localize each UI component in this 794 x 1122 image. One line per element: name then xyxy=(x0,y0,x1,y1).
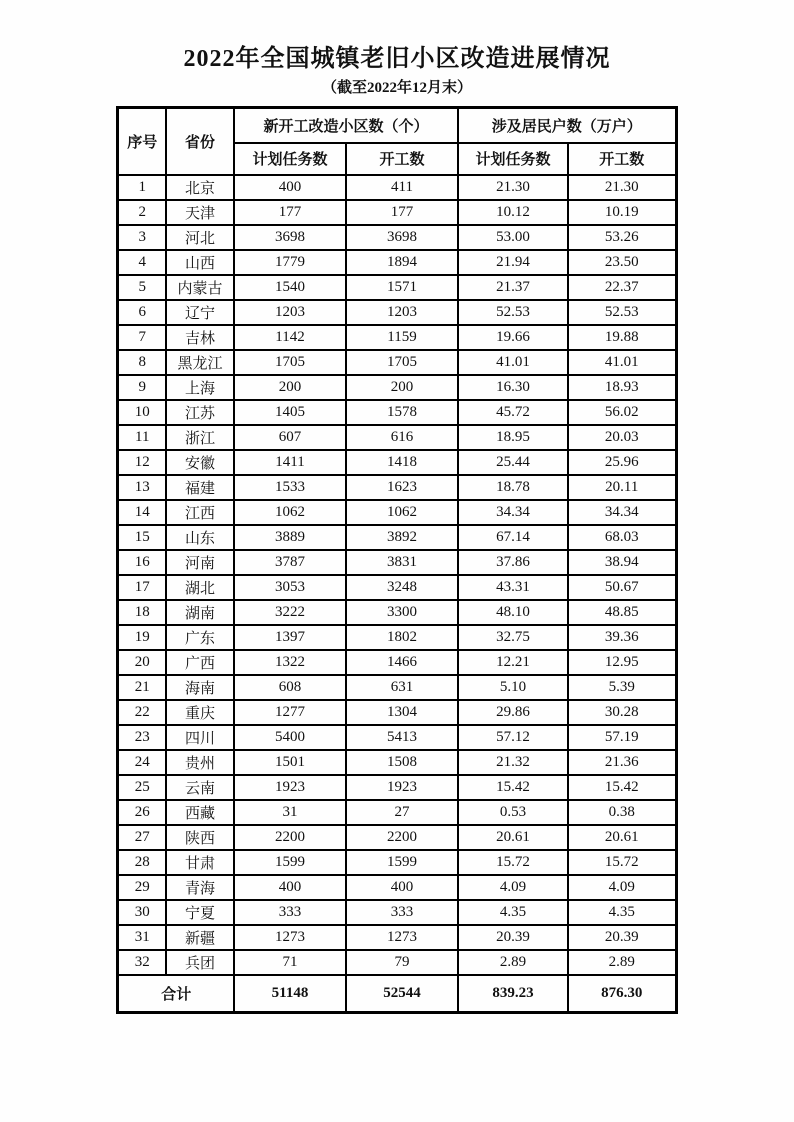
cell-start-households: 4.09 xyxy=(568,875,676,900)
cell-plan-units: 1273 xyxy=(234,925,346,950)
cell-start-units: 1203 xyxy=(346,300,458,325)
cell-plan-households: 20.39 xyxy=(458,925,568,950)
cell-plan-units: 1540 xyxy=(234,275,346,300)
cell-seq: 20 xyxy=(118,650,166,675)
table-row xyxy=(118,325,676,350)
cell-plan-units: 3698 xyxy=(234,225,346,250)
cell-start-units: 616 xyxy=(346,425,458,450)
cell-province: 福建 xyxy=(166,475,234,500)
cell-province: 江苏 xyxy=(166,400,234,425)
total-row xyxy=(118,975,676,1013)
table-row xyxy=(118,750,676,775)
cell-seq: 6 xyxy=(118,300,166,325)
cell-plan-households: 43.31 xyxy=(458,575,568,600)
cell-start-households: 0.38 xyxy=(568,800,676,825)
cell-start-households: 41.01 xyxy=(568,350,676,375)
cell-plan-units: 400 xyxy=(234,875,346,900)
cell-plan-units: 1405 xyxy=(234,400,346,425)
cell-seq: 28 xyxy=(118,850,166,875)
cell-province: 甘肃 xyxy=(166,850,234,875)
cell-province: 江西 xyxy=(166,500,234,525)
cell-start-units: 177 xyxy=(346,200,458,225)
cell-province: 西藏 xyxy=(166,800,234,825)
header-group-households: 涉及居民户数（万户） xyxy=(458,108,676,143)
cell-plan-units: 3053 xyxy=(234,575,346,600)
cell-seq: 12 xyxy=(118,450,166,475)
cell-plan-households: 37.86 xyxy=(458,550,568,575)
cell-province: 山东 xyxy=(166,525,234,550)
cell-plan-units: 5400 xyxy=(234,725,346,750)
table-row xyxy=(118,375,676,400)
cell-start-units: 3248 xyxy=(346,575,458,600)
cell-plan-units: 1411 xyxy=(234,450,346,475)
table-row xyxy=(118,475,676,500)
cell-start-units: 1159 xyxy=(346,325,458,350)
cell-plan-units: 200 xyxy=(234,375,346,400)
cell-seq: 24 xyxy=(118,750,166,775)
header-units-planned: 计划任务数 xyxy=(234,143,346,175)
cell-province: 贵州 xyxy=(166,750,234,775)
cell-plan-units: 1062 xyxy=(234,500,346,525)
cell-plan-households: 34.34 xyxy=(458,500,568,525)
cell-start-households: 21.30 xyxy=(568,175,676,200)
cell-province: 河北 xyxy=(166,225,234,250)
cell-plan-households: 21.37 xyxy=(458,275,568,300)
cell-province: 陕西 xyxy=(166,825,234,850)
cell-plan-households: 12.21 xyxy=(458,650,568,675)
cell-plan-units: 3787 xyxy=(234,550,346,575)
cell-start-units: 1578 xyxy=(346,400,458,425)
cell-seq: 1 xyxy=(118,175,166,200)
cell-plan-households: 53.00 xyxy=(458,225,568,250)
cell-plan-households: 18.95 xyxy=(458,425,568,450)
cell-start-households: 22.37 xyxy=(568,275,676,300)
cell-seq: 16 xyxy=(118,550,166,575)
table-row xyxy=(118,450,676,475)
cell-plan-households: 18.78 xyxy=(458,475,568,500)
cell-start-households: 4.35 xyxy=(568,900,676,925)
cell-start-households: 39.36 xyxy=(568,625,676,650)
cell-seq: 31 xyxy=(118,925,166,950)
cell-start-households: 18.93 xyxy=(568,375,676,400)
cell-start-units: 3698 xyxy=(346,225,458,250)
cell-plan-households: 32.75 xyxy=(458,625,568,650)
cell-plan-units: 608 xyxy=(234,675,346,700)
table-row xyxy=(118,350,676,375)
cell-start-units: 1923 xyxy=(346,775,458,800)
header-province: 省份 xyxy=(166,108,234,175)
cell-start-households: 34.34 xyxy=(568,500,676,525)
table-row xyxy=(118,850,676,875)
table-row xyxy=(118,625,676,650)
cell-seq: 18 xyxy=(118,600,166,625)
cell-plan-households: 4.09 xyxy=(458,875,568,900)
cell-province: 北京 xyxy=(166,175,234,200)
table-header xyxy=(118,108,676,175)
cell-start-households: 30.28 xyxy=(568,700,676,725)
cell-plan-households: 5.10 xyxy=(458,675,568,700)
cell-plan-households: 4.35 xyxy=(458,900,568,925)
cell-plan-units: 333 xyxy=(234,900,346,925)
header-units-started: 开工数 xyxy=(346,143,458,175)
cell-plan-units: 31 xyxy=(234,800,346,825)
cell-seq: 14 xyxy=(118,500,166,525)
cell-plan-units: 1923 xyxy=(234,775,346,800)
cell-start-households: 2.89 xyxy=(568,950,676,975)
cell-province: 四川 xyxy=(166,725,234,750)
cell-start-households: 25.96 xyxy=(568,450,676,475)
table-row xyxy=(118,900,676,925)
table-row xyxy=(118,650,676,675)
table-row xyxy=(118,300,676,325)
cell-start-units: 631 xyxy=(346,675,458,700)
cell-start-households: 20.61 xyxy=(568,825,676,850)
cell-seq: 22 xyxy=(118,700,166,725)
cell-province: 山西 xyxy=(166,250,234,275)
table-row xyxy=(118,250,676,275)
cell-plan-households: 10.12 xyxy=(458,200,568,225)
cell-seq: 2 xyxy=(118,200,166,225)
header-households-started: 开工数 xyxy=(568,143,676,175)
table-row xyxy=(118,600,676,625)
cell-province: 上海 xyxy=(166,375,234,400)
table-row xyxy=(118,800,676,825)
cell-start-households: 23.50 xyxy=(568,250,676,275)
cell-start-units: 2200 xyxy=(346,825,458,850)
cell-start-households: 5.39 xyxy=(568,675,676,700)
cell-start-households: 50.67 xyxy=(568,575,676,600)
cell-province: 新疆 xyxy=(166,925,234,950)
cell-start-households: 15.72 xyxy=(568,850,676,875)
cell-start-units: 1273 xyxy=(346,925,458,950)
cell-plan-households: 21.30 xyxy=(458,175,568,200)
total-start-households: 876.30 xyxy=(568,975,676,1013)
cell-plan-units: 3222 xyxy=(234,600,346,625)
header-households-planned: 计划任务数 xyxy=(458,143,568,175)
cell-seq: 26 xyxy=(118,800,166,825)
table-row xyxy=(118,400,676,425)
header-group-row xyxy=(118,108,676,143)
cell-start-households: 53.26 xyxy=(568,225,676,250)
cell-start-households: 57.19 xyxy=(568,725,676,750)
table-row xyxy=(118,950,676,975)
total-start-units: 52544 xyxy=(346,975,458,1013)
cell-seq: 29 xyxy=(118,875,166,900)
table-row xyxy=(118,225,676,250)
cell-seq: 19 xyxy=(118,625,166,650)
table-body xyxy=(118,175,676,975)
cell-plan-households: 57.12 xyxy=(458,725,568,750)
cell-province: 浙江 xyxy=(166,425,234,450)
table-row xyxy=(118,550,676,575)
cell-seq: 10 xyxy=(118,400,166,425)
table-row xyxy=(118,825,676,850)
table-row xyxy=(118,875,676,900)
cell-start-units: 3831 xyxy=(346,550,458,575)
table-row xyxy=(118,675,676,700)
cell-province: 云南 xyxy=(166,775,234,800)
table-row xyxy=(118,425,676,450)
cell-plan-units: 1533 xyxy=(234,475,346,500)
cell-plan-units: 1203 xyxy=(234,300,346,325)
cell-seq: 15 xyxy=(118,525,166,550)
cell-start-units: 3300 xyxy=(346,600,458,625)
cell-plan-units: 71 xyxy=(234,950,346,975)
cell-start-units: 1623 xyxy=(346,475,458,500)
cell-start-units: 1705 xyxy=(346,350,458,375)
cell-province: 青海 xyxy=(166,875,234,900)
cell-start-households: 48.85 xyxy=(568,600,676,625)
cell-start-households: 10.19 xyxy=(568,200,676,225)
cell-plan-households: 2.89 xyxy=(458,950,568,975)
cell-plan-households: 52.53 xyxy=(458,300,568,325)
total-plan-households: 839.23 xyxy=(458,975,568,1013)
table-row xyxy=(118,575,676,600)
cell-seq: 7 xyxy=(118,325,166,350)
cell-start-households: 20.11 xyxy=(568,475,676,500)
cell-plan-households: 29.86 xyxy=(458,700,568,725)
cell-province: 吉林 xyxy=(166,325,234,350)
cell-plan-households: 21.94 xyxy=(458,250,568,275)
cell-start-households: 56.02 xyxy=(568,400,676,425)
cell-province: 重庆 xyxy=(166,700,234,725)
cell-start-units: 1466 xyxy=(346,650,458,675)
cell-plan-units: 1501 xyxy=(234,750,346,775)
cell-province: 兵团 xyxy=(166,950,234,975)
total-label: 合计 xyxy=(118,975,234,1013)
cell-start-units: 1508 xyxy=(346,750,458,775)
cell-plan-units: 1779 xyxy=(234,250,346,275)
cell-seq: 8 xyxy=(118,350,166,375)
cell-plan-households: 15.72 xyxy=(458,850,568,875)
cell-plan-units: 1142 xyxy=(234,325,346,350)
cell-plan-units: 1397 xyxy=(234,625,346,650)
cell-province: 湖南 xyxy=(166,600,234,625)
table-row xyxy=(118,925,676,950)
table-row xyxy=(118,525,676,550)
cell-seq: 23 xyxy=(118,725,166,750)
cell-start-households: 38.94 xyxy=(568,550,676,575)
cell-seq: 13 xyxy=(118,475,166,500)
cell-plan-units: 2200 xyxy=(234,825,346,850)
cell-province: 黑龙江 xyxy=(166,350,234,375)
cell-seq: 30 xyxy=(118,900,166,925)
cell-province: 广西 xyxy=(166,650,234,675)
cell-start-units: 3892 xyxy=(346,525,458,550)
cell-province: 海南 xyxy=(166,675,234,700)
cell-seq: 4 xyxy=(118,250,166,275)
cell-start-units: 1802 xyxy=(346,625,458,650)
cell-seq: 27 xyxy=(118,825,166,850)
cell-plan-units: 607 xyxy=(234,425,346,450)
cell-start-units: 1418 xyxy=(346,450,458,475)
table-footer xyxy=(118,975,676,1013)
cell-start-households: 20.39 xyxy=(568,925,676,950)
cell-plan-units: 400 xyxy=(234,175,346,200)
cell-plan-units: 3889 xyxy=(234,525,346,550)
cell-start-units: 5413 xyxy=(346,725,458,750)
table-row xyxy=(118,500,676,525)
cell-start-units: 79 xyxy=(346,950,458,975)
cell-seq: 21 xyxy=(118,675,166,700)
cell-start-households: 68.03 xyxy=(568,525,676,550)
cell-start-units: 1062 xyxy=(346,500,458,525)
table-row xyxy=(118,725,676,750)
cell-plan-units: 1705 xyxy=(234,350,346,375)
cell-plan-units: 1322 xyxy=(234,650,346,675)
header-seq: 序号 xyxy=(118,108,166,175)
cell-seq: 9 xyxy=(118,375,166,400)
table-row xyxy=(118,275,676,300)
cell-province: 湖北 xyxy=(166,575,234,600)
cell-start-households: 21.36 xyxy=(568,750,676,775)
cell-province: 河南 xyxy=(166,550,234,575)
table-row xyxy=(118,175,676,200)
cell-seq: 32 xyxy=(118,950,166,975)
cell-province: 内蒙古 xyxy=(166,275,234,300)
page-title: 2022年全国城镇老旧小区改造进展情况 xyxy=(183,46,611,72)
table-row xyxy=(118,700,676,725)
cell-plan-units: 177 xyxy=(234,200,346,225)
cell-province: 辽宁 xyxy=(166,300,234,325)
cell-province: 宁夏 xyxy=(166,900,234,925)
cell-seq: 3 xyxy=(118,225,166,250)
total-plan-units: 51148 xyxy=(234,975,346,1013)
cell-plan-households: 19.66 xyxy=(458,325,568,350)
cell-plan-households: 48.10 xyxy=(458,600,568,625)
cell-start-units: 1599 xyxy=(346,850,458,875)
cell-start-units: 1571 xyxy=(346,275,458,300)
cell-plan-households: 21.32 xyxy=(458,750,568,775)
cell-plan-units: 1277 xyxy=(234,700,346,725)
cell-start-units: 333 xyxy=(346,900,458,925)
cell-start-households: 19.88 xyxy=(568,325,676,350)
cell-seq: 17 xyxy=(118,575,166,600)
renovation-progress-table xyxy=(116,106,677,1014)
cell-start-units: 1304 xyxy=(346,700,458,725)
cell-plan-households: 15.42 xyxy=(458,775,568,800)
cell-province: 广东 xyxy=(166,625,234,650)
cell-start-units: 27 xyxy=(346,800,458,825)
cell-start-units: 411 xyxy=(346,175,458,200)
cell-seq: 5 xyxy=(118,275,166,300)
cell-seq: 11 xyxy=(118,425,166,450)
table-row xyxy=(118,775,676,800)
cell-province: 安徽 xyxy=(166,450,234,475)
cell-seq: 25 xyxy=(118,775,166,800)
cell-start-units: 200 xyxy=(346,375,458,400)
cell-start-households: 20.03 xyxy=(568,425,676,450)
cell-plan-households: 0.53 xyxy=(458,800,568,825)
cell-plan-households: 45.72 xyxy=(458,400,568,425)
page-subtitle: （截至2022年12月末） xyxy=(321,80,472,96)
cell-start-units: 1894 xyxy=(346,250,458,275)
cell-plan-households: 25.44 xyxy=(458,450,568,475)
cell-plan-households: 20.61 xyxy=(458,825,568,850)
table-row xyxy=(118,200,676,225)
cell-plan-households: 16.30 xyxy=(458,375,568,400)
header-group-new-units: 新开工改造小区数（个） xyxy=(234,108,458,143)
cell-plan-households: 41.01 xyxy=(458,350,568,375)
cell-plan-households: 67.14 xyxy=(458,525,568,550)
cell-start-households: 52.53 xyxy=(568,300,676,325)
cell-start-households: 15.42 xyxy=(568,775,676,800)
cell-plan-units: 1599 xyxy=(234,850,346,875)
cell-start-units: 400 xyxy=(346,875,458,900)
cell-province: 天津 xyxy=(166,200,234,225)
cell-start-households: 12.95 xyxy=(568,650,676,675)
